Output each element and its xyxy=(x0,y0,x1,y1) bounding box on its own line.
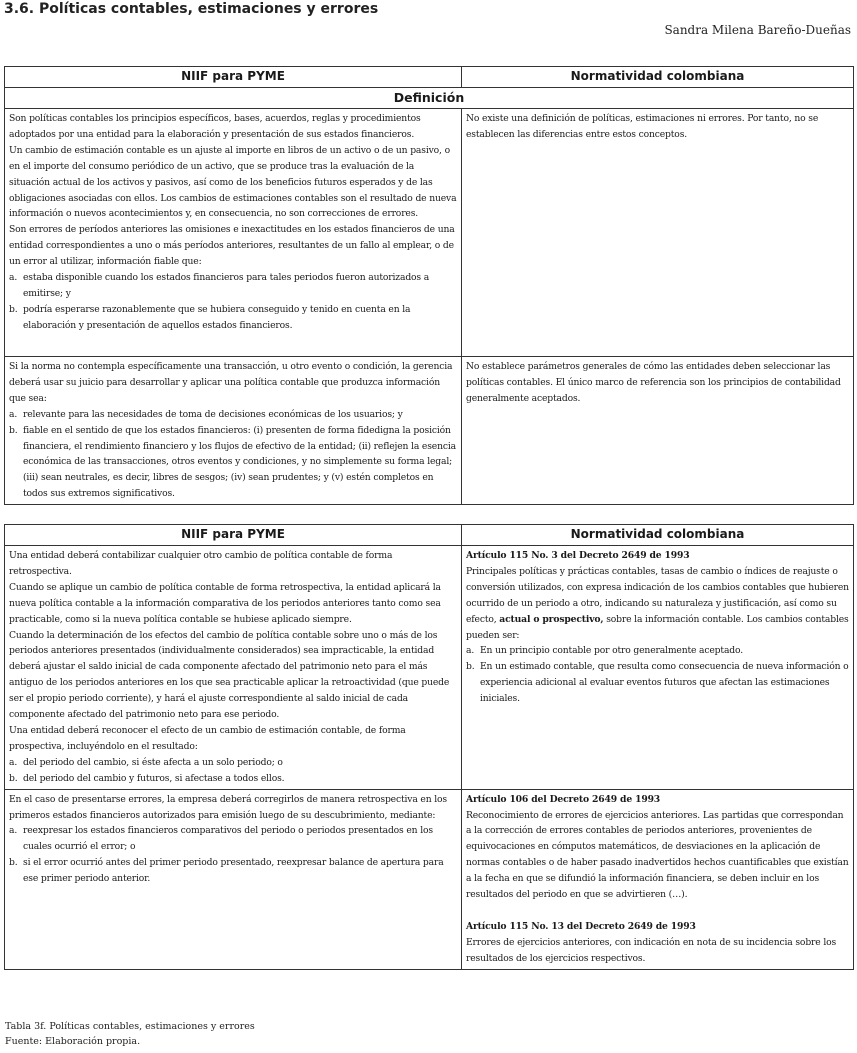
list-text: si el error ocurrió antes del primer periodo presentado, reexpresar balance de apertura para ese primer periodo anterior. xyxy=(23,857,444,885)
paragraph xyxy=(466,564,849,644)
paragraph: Si la norma no contempla específicamente una transacción, u otro evento o condición, la gerencia deberá usar su juicio para desarrollar y aplicar una política contable que produzca información que sea: xyxy=(9,361,453,404)
paragraph: Errores de ejercicios anteriores, con indicación en nota de su incidencia sobre los resultados de los ejercicios respectivos. xyxy=(466,936,837,964)
paragraph: Una entidad deberá reconocer el efecto de un cambio de estimación contable, de forma prospectiva, incluyéndolo en el resultado: xyxy=(9,724,406,752)
list-item xyxy=(9,771,457,787)
comparison-table-definition xyxy=(4,66,854,505)
table-row xyxy=(5,109,854,357)
list-text: reexpresar los estados financieros comparativos del periodo o periodos presentados en los cuales ocurrió el error; o xyxy=(23,825,433,853)
colombia-changes-cell xyxy=(462,546,854,790)
list-label: a. xyxy=(9,825,18,837)
subheader-definicion: Definición xyxy=(5,88,854,109)
list-item xyxy=(9,855,457,887)
list-text: En un principio contable por otro generalmente aceptado. xyxy=(480,645,743,657)
list-text: fiable en el sentido de que los estados financieros: (i) presenten de forma fidedigna la posición financiera, el rendimiento financiero y los flujos de efectivo de la entidad; (ii) reflejen la esencia económica de las transacciones, otros eventos y condiciones, y no simplemente su forma legal; (iii) sean neutrales, es decir, libres de sesgos; (iv) sean prudentes; y (v) estén completos en todos sus extremos significativos. xyxy=(23,424,456,500)
paragraph: Un cambio de estimación contable es un ajuste al importe en libros de un activo o de un pasivo, o en el importe del consumo periódico de un activo, que se produce tras la evaluación de la situación actual de los activos y pasivos, así como de los beneficios futuros esperados y de las obligaciones asociadas con ellos. Los cambios de estimaciones contables son el resultado de nueva información o nuevos acontecimientos y, en consecuencia, no son correcciones de errores. xyxy=(9,144,457,220)
list-text: del periodo del cambio, si éste afecta a un solo periodo; o xyxy=(23,756,283,768)
list-text: podría esperarse razonablemente que se hubiera conseguido y tenido en cuenta en la elaboración y presentación de aquellos estados financieros. xyxy=(23,303,411,331)
list-label: a. xyxy=(9,756,18,768)
paragraph: En el caso de presentarse errores, la empresa deberá corregirlos de manera retrospectiva en los primeros estados financieros autorizados para emisión luego de su descubrimiento, mediante: xyxy=(9,793,447,821)
list-item xyxy=(9,423,457,503)
spacer xyxy=(466,903,849,919)
list-item xyxy=(9,302,457,334)
table-caption xyxy=(5,1019,255,1049)
table-row xyxy=(5,357,854,505)
caption-source: Fuente: Elaboración propia. xyxy=(5,1036,141,1047)
paragraph-text: sobre la información contable. Los cambios contables pueden ser: xyxy=(466,613,849,641)
list-label: b. xyxy=(9,424,18,436)
table-header-row xyxy=(5,525,854,546)
comparison-table-changes xyxy=(4,524,854,970)
paragraph: No establece parámetros generales de cómo las entidades deben seleccionar las políticas contables. El único marco de referencia son los principios de contabilidad generalmente aceptados. xyxy=(466,361,841,404)
paragraph: Reconocimiento de errores de ejercicios anteriores. Las partidas que correspondan a la corrección de errores contables de periodos anteriores, provenientes de equivocaciones en cómputos matemáticos, de desviaciones en la aplicación de normas contables o de haber pasado inadvertidos hechos cuantificables que existían a la fecha en que se difundió la información financiera, se deben incluir en los resultados del periodo en que se advirtieren (…). xyxy=(466,809,849,901)
paragraph: Son políticas contables los principios específicos, bases, acuerdos, reglas y procedimientos adoptados por una entidad para la elaboración y presentación de sus estados financieros. xyxy=(9,113,421,140)
list-item xyxy=(9,270,457,302)
paragraph: Son errores de períodos anteriores las omisiones e inexactitudes en los estados financieros de una entidad correspondientes a uno o más períodos anteriores, resultantes de un fallo al emplear, o de un error al utilizar, información fiable que: xyxy=(9,224,455,268)
table-header-row xyxy=(5,67,854,88)
niif-errors-cell xyxy=(5,789,462,969)
list-text: relevante para las necesidades de toma de decisiones económicas de los usuarios; y xyxy=(23,408,403,420)
column-header-colombia: Normatividad colombiana xyxy=(462,67,854,88)
paragraph: No existe una definición de políticas, estimaciones ni errores. Por tanto, no se establecen las diferencias entre estos conceptos. xyxy=(466,113,819,140)
list-item xyxy=(9,407,457,423)
caption-title: Tabla 3f. Políticas contables, estimaciones y errores xyxy=(5,1021,255,1032)
list-item xyxy=(9,755,457,771)
colombia-errors-cell xyxy=(462,789,854,969)
colombia-definition-cell xyxy=(462,109,854,357)
article-heading: Artículo 106 del Decreto 2649 de 1993 xyxy=(466,793,661,805)
subheader-row xyxy=(5,88,854,109)
list-text: En un estimado contable, que resulta como consecuencia de nueva información o experiencia adicional al evaluar eventos futuros que afectan las estimaciones iniciales. xyxy=(480,661,849,705)
list-label: b. xyxy=(9,303,18,315)
paragraph: Cuando se aplique un cambio de política contable de forma retrospectiva, la entidad aplicará la nueva política contable a la información comparativa de los periodos anteriores tanto como sea practicable, como si la nueva política contable se hubiese aplicado siempre. xyxy=(9,581,441,625)
niif-changes-cell xyxy=(5,546,462,790)
table-row xyxy=(5,546,854,790)
section-title: 3.6. Políticas contables, estimaciones y errores xyxy=(4,1,379,17)
table-row xyxy=(5,789,854,969)
list-item xyxy=(9,823,457,855)
list-label: b. xyxy=(9,857,18,869)
list-label: b. xyxy=(466,661,475,673)
list-item xyxy=(466,659,849,707)
paragraph-text: Principales políticas y prácticas contables, tasas de cambio o índices de reajuste o conversión utilizados, con expresa indicación de los cambios contables que hubieren ocurrido de un periodo a otro, indicando su naturaleza y justificación, así como su efecto, xyxy=(466,565,849,625)
list-text: del periodo del cambio y futuros, si afectase a todos ellos. xyxy=(23,772,285,784)
list-label: a. xyxy=(9,408,18,420)
list-label: a. xyxy=(9,272,18,284)
list-item xyxy=(466,643,849,659)
colombia-policy-cell xyxy=(462,357,854,505)
column-header-niif: NIIF para PYME xyxy=(5,525,462,546)
article-heading: Artículo 115 No. 3 del Decreto 2649 de 1993 xyxy=(466,550,690,561)
niif-definition-cell xyxy=(5,109,462,357)
niif-policy-cell xyxy=(5,357,462,505)
emphasis-text: actual o prospectivo, xyxy=(499,613,604,625)
paragraph: Una entidad deberá contabilizar cualquier otro cambio de política contable de forma retrospectiva. xyxy=(9,550,393,577)
column-header-colombia: Normatividad colombiana xyxy=(462,525,854,546)
article-heading: Artículo 115 No. 13 del Decreto 2649 de 1993 xyxy=(466,920,696,932)
list-label: b. xyxy=(9,772,18,784)
column-header-niif: NIIF para PYME xyxy=(5,67,462,88)
paragraph: Cuando la determinación de los efectos del cambio de política contable sobre uno o más de los periodos anteriores presentados (individualmente considerados) sea impracticable, la entidad deberá ajustar el saldo inicial de cada componente afectado del patrimonio neto para el más antiguo de los periodos anteriores en los que sea practicable aplicar la retroactividad (que puede ser el propio periodo corriente), y hará el ajuste correspondiente al saldo inicial de cada componente afectado del patrimonio neto para ese periodo. xyxy=(9,629,450,721)
list-text: estaba disponible cuando los estados financieros para tales periodos fueron autorizados a emitirse; y xyxy=(23,272,430,299)
author-name: Sandra Milena Bareño-Dueñas xyxy=(664,23,851,37)
list-label: a. xyxy=(466,645,475,657)
